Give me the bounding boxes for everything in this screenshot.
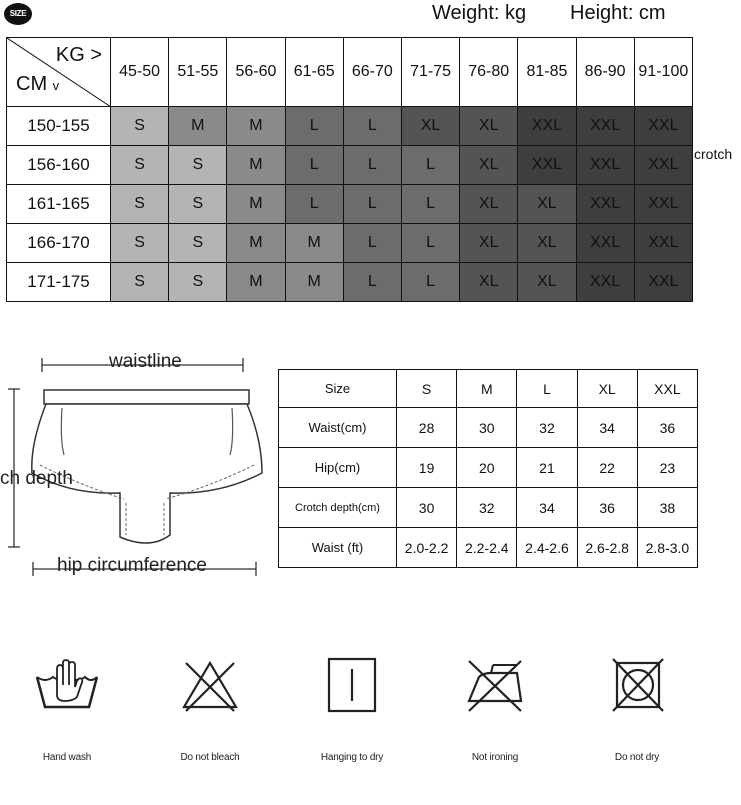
hand-wash-label: Hand wash bbox=[42, 752, 92, 763]
size-cell: L bbox=[401, 146, 459, 185]
measure-row-label: Waist(cm) bbox=[279, 408, 397, 448]
care-no-iron bbox=[440, 655, 550, 763]
height-label-cell: 166-170 bbox=[7, 224, 111, 263]
size-cell: XXL bbox=[576, 263, 634, 302]
size-cell: M bbox=[227, 185, 285, 224]
care-no-bleach bbox=[155, 655, 265, 763]
measure-header-cell: L bbox=[517, 370, 577, 408]
size-cell: XL bbox=[460, 263, 518, 302]
measure-header-cell: S bbox=[397, 370, 457, 408]
size-cell: XXL bbox=[634, 263, 692, 302]
size-cell: S bbox=[111, 107, 169, 146]
height-label-cell: 171-175 bbox=[7, 263, 111, 302]
weight-header-cell: 66-70 bbox=[343, 38, 401, 107]
no-tumble-dry-icon bbox=[597, 655, 677, 715]
measure-value-cell: 2.6-2.8 bbox=[577, 528, 637, 568]
measure-header-row bbox=[279, 370, 698, 408]
kg-axis-label: KG > bbox=[55, 44, 102, 66]
size-cell: XXL bbox=[634, 146, 692, 185]
measure-value-cell: 2.4-2.6 bbox=[517, 528, 577, 568]
no-iron-icon bbox=[455, 655, 535, 715]
size-cell: XXL bbox=[576, 107, 634, 146]
measurement-table bbox=[278, 369, 698, 568]
no-bleach-icon bbox=[170, 655, 250, 715]
size-chart-table bbox=[6, 37, 693, 302]
measure-value-cell: 30 bbox=[397, 488, 457, 528]
size-cell: XL bbox=[460, 224, 518, 263]
measure-header-cell: Size bbox=[279, 370, 397, 408]
size-logo: SIZE bbox=[4, 3, 32, 25]
no-tumble-dry-label: Do not dry bbox=[614, 752, 660, 763]
measure-value-cell: 34 bbox=[577, 408, 637, 448]
size-cell: XXL bbox=[576, 185, 634, 224]
size-cell: M bbox=[227, 146, 285, 185]
height-label-cell: 150-155 bbox=[7, 107, 111, 146]
size-cell: XL bbox=[401, 107, 459, 146]
weight-header-cell: 56-60 bbox=[227, 38, 285, 107]
measure-header-cell: XXL bbox=[637, 370, 697, 408]
measure-header-cell: XL bbox=[577, 370, 637, 408]
size-cell: L bbox=[401, 224, 459, 263]
size-cell: XXL bbox=[634, 224, 692, 263]
measure-header-cell: M bbox=[457, 370, 517, 408]
measure-value-cell: 2.0-2.2 bbox=[397, 528, 457, 568]
care-no-tumble-dry bbox=[582, 655, 692, 763]
size-cell: S bbox=[169, 185, 227, 224]
size-cell: XXL bbox=[634, 185, 692, 224]
measure-value-cell: 28 bbox=[397, 408, 457, 448]
size-chart-row bbox=[7, 185, 693, 224]
size-cell: S bbox=[111, 263, 169, 302]
height-label-cell: 156-160 bbox=[7, 146, 111, 185]
measure-row bbox=[279, 448, 698, 488]
size-cell: M bbox=[227, 107, 285, 146]
measure-row-label: Waist (ft) bbox=[279, 528, 397, 568]
measure-value-cell: 21 bbox=[517, 448, 577, 488]
size-cell: XXL bbox=[576, 146, 634, 185]
size-cell: XL bbox=[518, 224, 576, 263]
size-cell: L bbox=[343, 185, 401, 224]
size-chart-corner bbox=[7, 38, 111, 107]
weight-header-cell: 61-65 bbox=[285, 38, 343, 107]
size-cell: M bbox=[227, 263, 285, 302]
measure-row-label: Crotch depth(cm) bbox=[279, 488, 397, 528]
size-cell: XL bbox=[518, 263, 576, 302]
size-cell: XL bbox=[460, 146, 518, 185]
height-unit-label: Height: cm bbox=[570, 2, 666, 24]
size-cell: XL bbox=[460, 185, 518, 224]
size-cell: M bbox=[285, 263, 343, 302]
waistline-label: waistline bbox=[109, 351, 182, 372]
size-chart-row bbox=[7, 107, 693, 146]
weight-header-cell: 76-80 bbox=[460, 38, 518, 107]
underwear-outline-icon bbox=[0, 345, 270, 585]
measure-row bbox=[279, 488, 698, 528]
weight-header-cell: 71-75 bbox=[401, 38, 459, 107]
measure-value-cell: 23 bbox=[637, 448, 697, 488]
hip-circumference-label: hip circumference bbox=[57, 555, 207, 576]
crotch-side-label: crotch bbox=[694, 146, 733, 162]
size-cell: XL bbox=[518, 185, 576, 224]
no-iron-label: Not ironing bbox=[471, 752, 519, 763]
measure-row bbox=[279, 528, 698, 568]
size-cell: L bbox=[401, 185, 459, 224]
care-hang-dry bbox=[297, 655, 407, 763]
measure-row bbox=[279, 408, 698, 448]
cm-axis-label: CM v bbox=[16, 73, 60, 95]
size-chart-row bbox=[7, 224, 693, 263]
height-label-cell: 161-165 bbox=[7, 185, 111, 224]
size-cell: L bbox=[401, 263, 459, 302]
measure-value-cell: 22 bbox=[577, 448, 637, 488]
measure-value-cell: 20 bbox=[457, 448, 517, 488]
size-cell: L bbox=[285, 185, 343, 224]
measure-value-cell: 2.2-2.4 bbox=[457, 528, 517, 568]
measure-value-cell: 19 bbox=[397, 448, 457, 488]
size-cell: L bbox=[285, 146, 343, 185]
size-cell: L bbox=[343, 224, 401, 263]
measure-value-cell: 32 bbox=[457, 488, 517, 528]
weight-header-cell: 86-90 bbox=[576, 38, 634, 107]
hang-dry-label: Hanging to dry bbox=[320, 752, 384, 763]
size-cell: S bbox=[111, 185, 169, 224]
size-cell: S bbox=[169, 146, 227, 185]
size-cell: L bbox=[343, 146, 401, 185]
hand-wash-icon bbox=[27, 655, 107, 715]
measure-value-cell: 36 bbox=[637, 408, 697, 448]
size-cell: S bbox=[169, 224, 227, 263]
measure-row-label: Hip(cm) bbox=[279, 448, 397, 488]
underwear-diagram bbox=[0, 345, 270, 585]
measure-value-cell: 32 bbox=[517, 408, 577, 448]
weight-unit-label: Weight: kg bbox=[432, 2, 527, 24]
weight-header-cell: 45-50 bbox=[111, 38, 169, 107]
size-cell: M bbox=[285, 224, 343, 263]
size-cell: M bbox=[227, 224, 285, 263]
measure-value-cell: 34 bbox=[517, 488, 577, 528]
measure-value-cell: 2.8-3.0 bbox=[637, 528, 697, 568]
measure-value-cell: 36 bbox=[577, 488, 637, 528]
size-cell: S bbox=[169, 263, 227, 302]
size-cell: S bbox=[111, 224, 169, 263]
weight-header-cell: 81-85 bbox=[518, 38, 576, 107]
measure-value-cell: 38 bbox=[637, 488, 697, 528]
size-cell: XXL bbox=[634, 107, 692, 146]
hang-dry-icon bbox=[312, 655, 392, 715]
size-cell: L bbox=[343, 107, 401, 146]
size-cell: L bbox=[343, 263, 401, 302]
size-cell: L bbox=[285, 107, 343, 146]
size-cell: XXL bbox=[518, 146, 576, 185]
crotch-depth-label: ch depth bbox=[0, 468, 73, 489]
size-cell: S bbox=[111, 146, 169, 185]
size-cell: XL bbox=[460, 107, 518, 146]
no-bleach-label: Do not bleach bbox=[180, 752, 240, 763]
care-hand-wash bbox=[12, 655, 122, 763]
size-chart-row bbox=[7, 263, 693, 302]
weight-header-cell: 91-100 bbox=[634, 38, 692, 107]
size-chart-header-row bbox=[7, 38, 693, 107]
size-cell: XXL bbox=[576, 224, 634, 263]
size-chart-row bbox=[7, 146, 693, 185]
measure-value-cell: 30 bbox=[457, 408, 517, 448]
size-cell: XXL bbox=[518, 107, 576, 146]
weight-header-cell: 51-55 bbox=[169, 38, 227, 107]
size-cell: M bbox=[169, 107, 227, 146]
